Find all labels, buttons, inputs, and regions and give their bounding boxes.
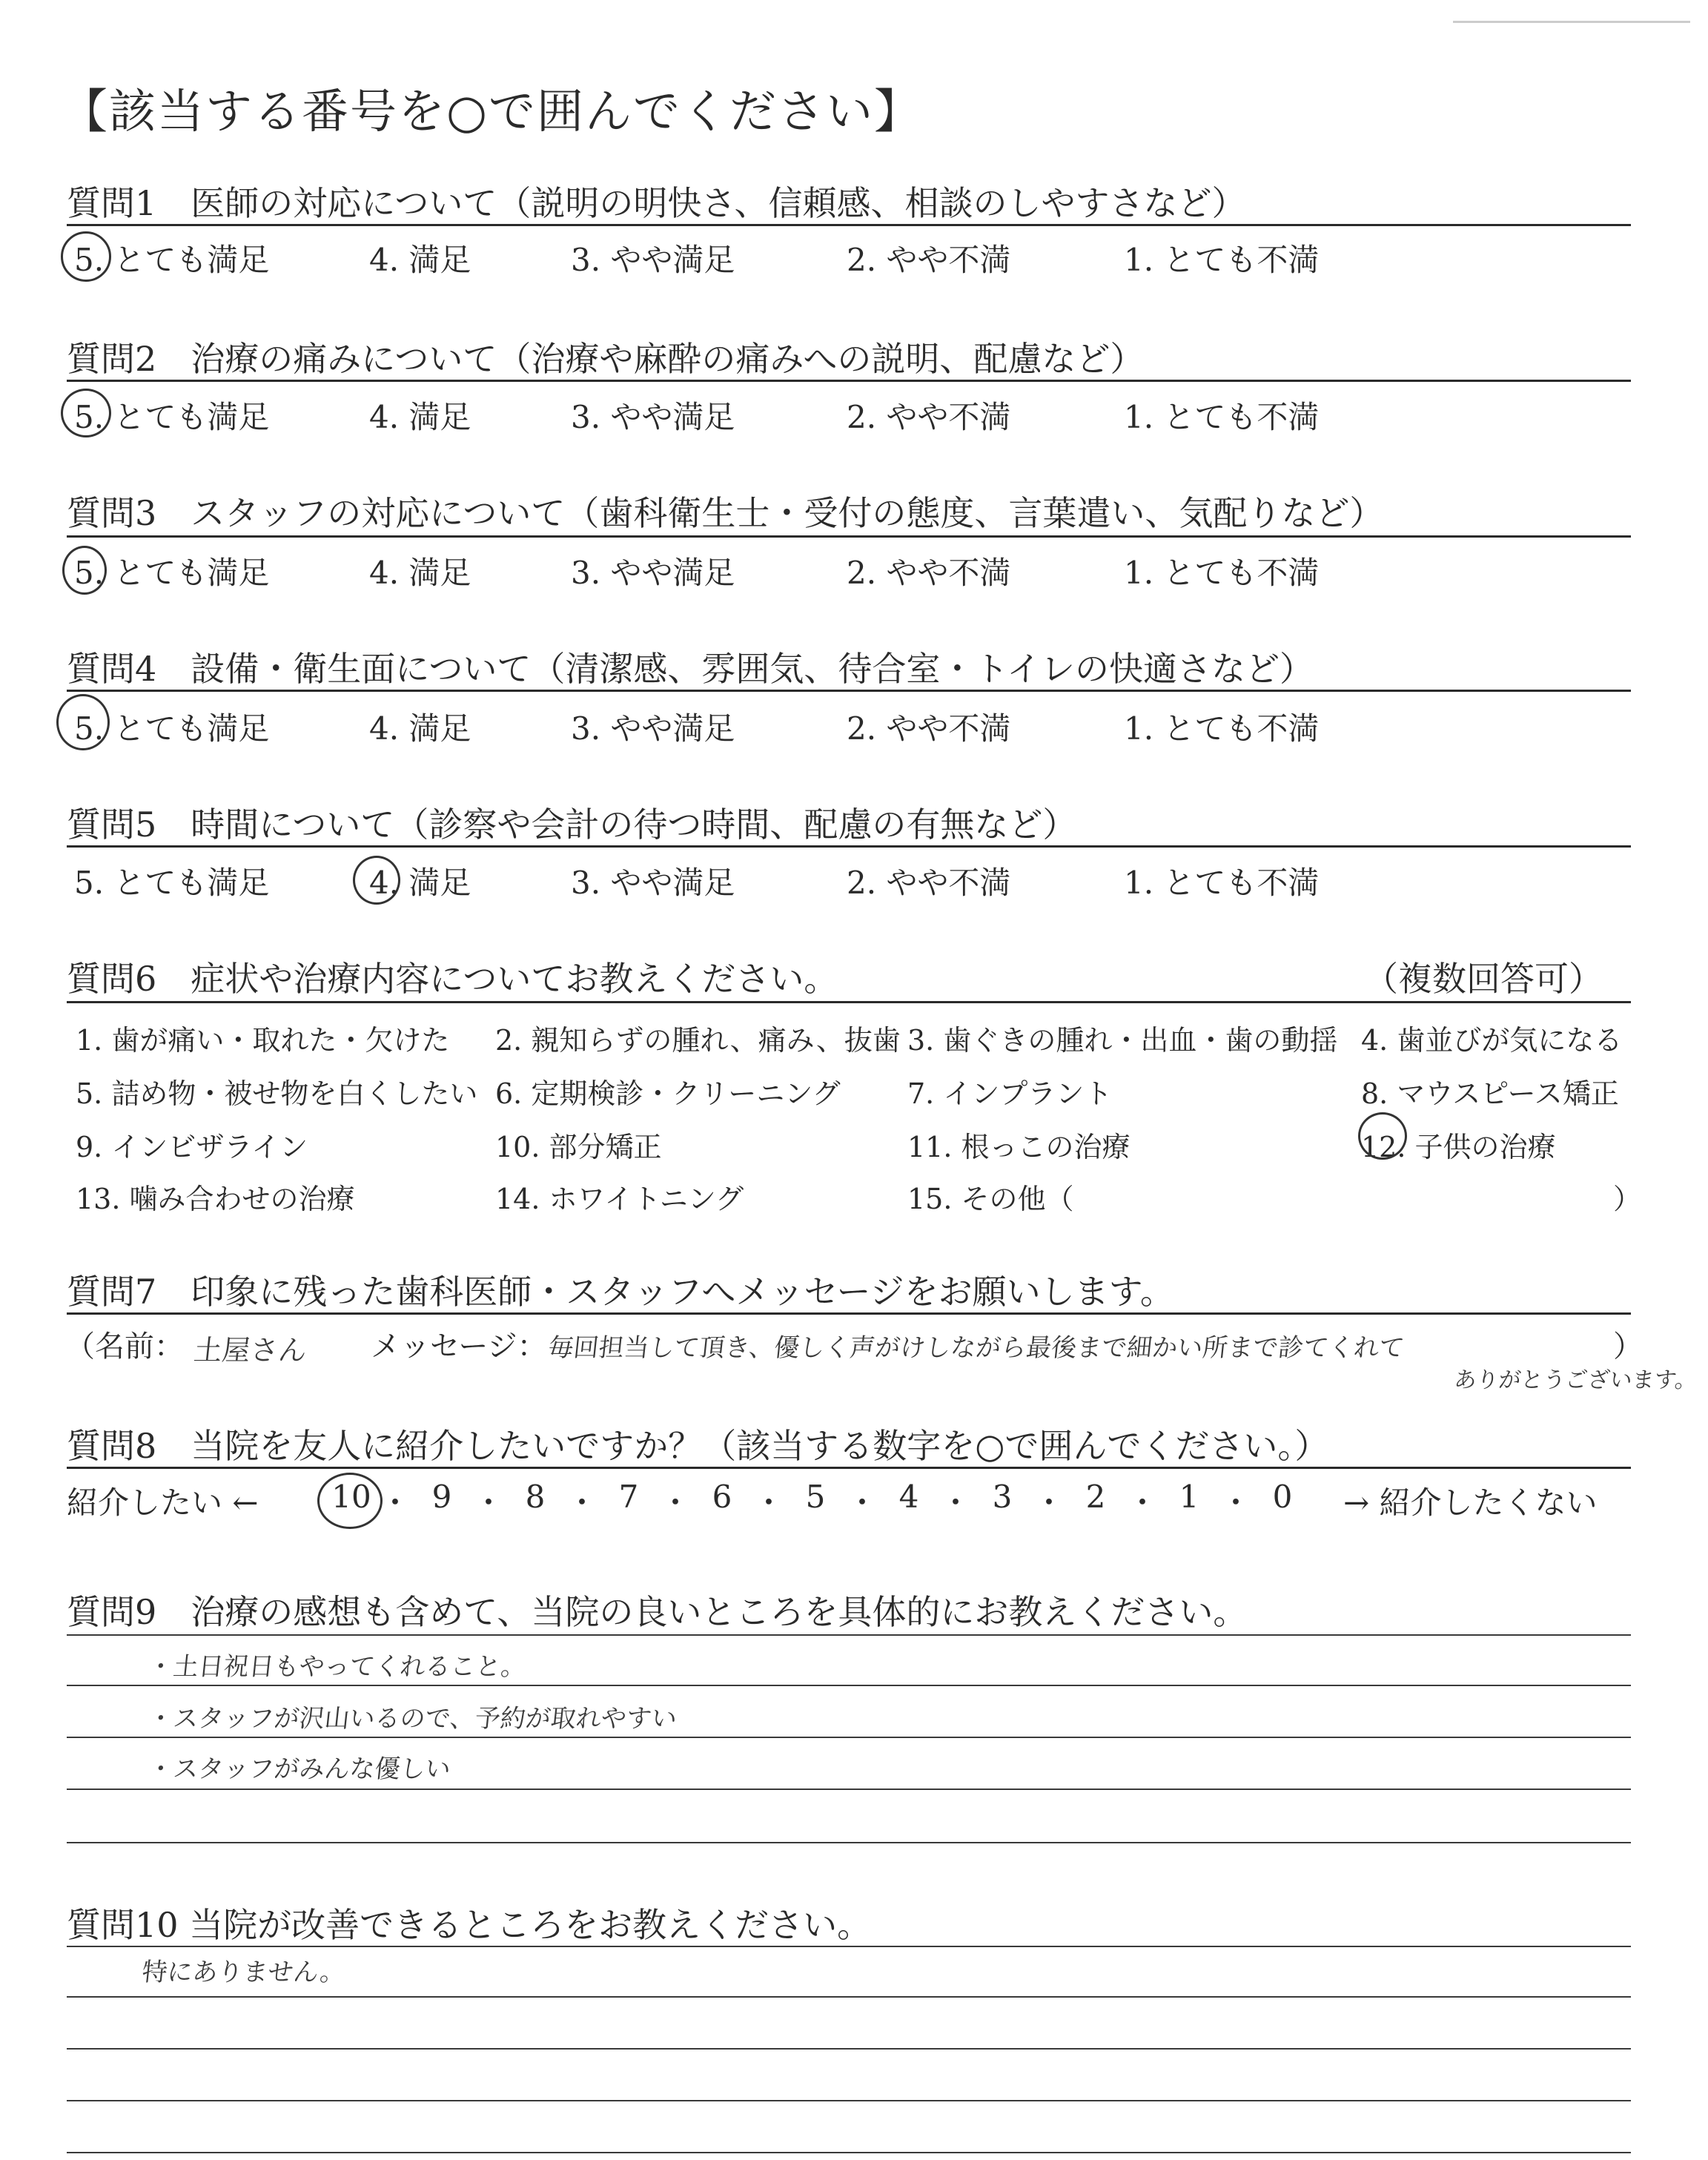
q6-selection-circle bbox=[1358, 1112, 1407, 1160]
q10-line-2 bbox=[67, 1996, 1631, 1998]
q9-heading: 質問9 治療の感想も含めて、当院の良いところを具体的にお教えください。 bbox=[67, 1592, 1248, 1632]
q1-option-2[interactable]: 2. やや不満 bbox=[847, 242, 1011, 278]
q10-answer: 特にありません。 bbox=[140, 1958, 347, 1987]
q7-name-value: 土屋さん bbox=[192, 1334, 308, 1367]
q4-heading: 質問4 設備・衛生面について（清潔感、雰囲気、待合室・トイレの快適さなど） bbox=[67, 649, 1314, 689]
q8-sep: ・ bbox=[659, 1484, 691, 1521]
q6-option-6[interactable]: 6. 定期検診・クリーニング bbox=[495, 1077, 841, 1110]
q3-option-1[interactable]: 1. とても不満 bbox=[1124, 555, 1320, 591]
q6-option-4[interactable]: 4. 歯並びが気になる bbox=[1361, 1024, 1623, 1057]
q3-option-5[interactable]: 5. とても満足 bbox=[74, 555, 270, 591]
q6-option-1[interactable]: 1. 歯が痛い・取れた・欠けた bbox=[76, 1024, 450, 1057]
q6-option-14[interactable]: 14. ホワイトニング bbox=[495, 1183, 744, 1215]
q7-close-paren: ） bbox=[1613, 1330, 1643, 1364]
q4-option-1[interactable]: 1. とても不満 bbox=[1124, 710, 1320, 747]
q2-heading: 質問2 治療の痛みについて（治療や麻酔の痛みへの説明、配慮など） bbox=[67, 339, 1145, 379]
q4-rule bbox=[67, 690, 1631, 692]
q3-rule bbox=[67, 535, 1631, 538]
q6-option-15[interactable]: 15. その他（ bbox=[907, 1183, 1074, 1215]
q8-value-1[interactable]: 1 bbox=[1179, 1479, 1199, 1515]
q1-rule bbox=[67, 224, 1631, 226]
q1-option-3[interactable]: 3. やや満足 bbox=[571, 242, 735, 278]
q6-option-9[interactable]: 9. インビザライン bbox=[76, 1131, 308, 1163]
q10-line-1 bbox=[67, 1946, 1631, 1947]
q9-line-5 bbox=[67, 1842, 1631, 1843]
q8-sep: ・ bbox=[1033, 1484, 1065, 1521]
q9-line-2 bbox=[67, 1685, 1631, 1686]
q8-value-8[interactable]: 8 bbox=[525, 1479, 546, 1515]
q9-line-1 bbox=[67, 1634, 1631, 1636]
q4-option-3[interactable]: 3. やや満足 bbox=[571, 710, 735, 747]
q1-option-4[interactable]: 4. 満足 bbox=[369, 242, 471, 278]
q7-heading: 質問7 印象に残った歯科医師・スタッフへメッセージをお願いします。 bbox=[67, 1272, 1174, 1312]
q8-sep: ・ bbox=[379, 1484, 411, 1521]
q2-option-4[interactable]: 4. 満足 bbox=[369, 399, 471, 435]
q6-option-13[interactable]: 13. 噛み合わせの治療 bbox=[76, 1183, 355, 1215]
q6-heading: 質問6 症状や治療内容についてお教えください。 bbox=[67, 959, 838, 999]
q8-selection-circle bbox=[317, 1473, 383, 1529]
q3-selection-circle bbox=[62, 546, 107, 595]
q8-sep: ・ bbox=[472, 1484, 504, 1521]
q8-scale-values bbox=[330, 1479, 1307, 1523]
q6-multi-note: （複数回答可） bbox=[1364, 959, 1603, 999]
q5-option-1[interactable]: 1. とても不満 bbox=[1124, 865, 1320, 901]
q6-option-7[interactable]: 7. インプラント bbox=[907, 1077, 1113, 1110]
page-title: 【該当する番号を○で囲んでください】 bbox=[61, 85, 922, 139]
q7-message-value: 毎回担当して頂き、優しく声がけしながら最後まで細かい所まで診てくれて bbox=[546, 1333, 1406, 1363]
q2-option-5[interactable]: 5. とても満足 bbox=[74, 399, 270, 435]
q1-heading: 質問1 医師の対応について（説明の明快さ、信頼感、相談のしやすさなど） bbox=[67, 183, 1246, 223]
q8-sep: ・ bbox=[939, 1484, 971, 1521]
q1-selection-circle bbox=[61, 231, 111, 282]
q8-left-label: 紹介したい ← bbox=[67, 1484, 259, 1521]
q5-heading: 質問5 時間について（診察や会計の待つ時間、配慮の有無など） bbox=[67, 805, 1077, 845]
q2-option-1[interactable]: 1. とても不満 bbox=[1124, 399, 1320, 435]
q1-option-5[interactable]: 5. とても満足 bbox=[74, 242, 270, 278]
q3-heading: 質問3 スタッフの対応について（歯科衛生士・受付の態度、言葉遣い、気配りなど） bbox=[67, 493, 1384, 533]
q8-sep: ・ bbox=[846, 1484, 878, 1521]
q4-option-5[interactable]: 5. とても満足 bbox=[74, 710, 270, 747]
q6-option-8[interactable]: 8. マウスピース矯正 bbox=[1361, 1077, 1619, 1110]
q6-option-12[interactable]: 12. 子供の治療 bbox=[1361, 1131, 1556, 1163]
q5-option-5[interactable]: 5. とても満足 bbox=[74, 865, 270, 901]
q8-value-0[interactable]: 0 bbox=[1272, 1479, 1293, 1515]
q8-value-10[interactable]: 10 bbox=[331, 1479, 371, 1515]
scan-edge-line bbox=[1453, 21, 1690, 23]
q7-rule bbox=[67, 1312, 1631, 1315]
q5-option-2[interactable]: 2. やや不満 bbox=[847, 865, 1011, 901]
q8-sep: ・ bbox=[752, 1484, 784, 1521]
q6-option-5[interactable]: 5. 詰め物・被せ物を白くしたい bbox=[76, 1077, 478, 1110]
q6-rule bbox=[67, 1001, 1631, 1003]
q8-value-4[interactable]: 4 bbox=[898, 1479, 919, 1515]
q2-rule bbox=[67, 380, 1631, 382]
q6-option-2[interactable]: 2. 親知らずの腫れ、痛み、抜歯 bbox=[495, 1024, 901, 1057]
q7-message-label: メッセージ： bbox=[371, 1330, 547, 1364]
q4-option-2[interactable]: 2. やや不満 bbox=[847, 710, 1011, 747]
q9-line-3 bbox=[67, 1737, 1631, 1738]
q2-selection-circle bbox=[61, 389, 111, 437]
q1-option-1[interactable]: 1. とても不満 bbox=[1124, 242, 1320, 278]
q8-right-label: → 紹介したくない bbox=[1343, 1484, 1598, 1521]
q3-option-2[interactable]: 2. やや不満 bbox=[847, 555, 1011, 591]
q2-option-3[interactable]: 3. やや満足 bbox=[571, 399, 735, 435]
q8-sep: ・ bbox=[1126, 1484, 1158, 1521]
q6-option-3[interactable]: 3. 歯ぐきの腫れ・出血・歯の動揺 bbox=[907, 1024, 1338, 1057]
q8-value-3[interactable]: 3 bbox=[992, 1479, 1013, 1515]
q8-rule bbox=[67, 1467, 1631, 1469]
q5-rule bbox=[67, 845, 1631, 848]
q9-answer-2: ・スタッフが沢山いるので、予約が取れやすい bbox=[146, 1704, 679, 1734]
q6-option-11[interactable]: 11. 根っこの治療 bbox=[907, 1131, 1131, 1163]
q4-selection-circle bbox=[56, 694, 110, 750]
q3-option-4[interactable]: 4. 満足 bbox=[369, 555, 471, 591]
q5-selection-circle bbox=[353, 856, 400, 905]
q10-line-4 bbox=[67, 2100, 1631, 2101]
q8-value-9[interactable]: 9 bbox=[431, 1479, 452, 1515]
q8-value-5[interactable]: 5 bbox=[805, 1479, 826, 1515]
q2-option-2[interactable]: 2. やや不満 bbox=[847, 399, 1011, 435]
q8-heading: 質問8 当院を友人に紹介したいですか？（該当する数字を○で囲んでください。） bbox=[67, 1426, 1329, 1466]
q5-option-3[interactable]: 3. やや満足 bbox=[571, 865, 735, 901]
q8-value-2[interactable]: 2 bbox=[1085, 1479, 1106, 1515]
q5-option-4[interactable]: 4. 満足 bbox=[369, 865, 471, 901]
q8-value-7[interactable]: 7 bbox=[618, 1479, 639, 1515]
q9-answer-1: ・土日祝日もやってくれること。 bbox=[146, 1652, 528, 1682]
q8-value-6[interactable]: 6 bbox=[712, 1479, 732, 1515]
q6-option-15-close: ） bbox=[1613, 1183, 1642, 1215]
q7-name-label: （名前： bbox=[65, 1330, 184, 1364]
q6-option-10[interactable]: 10. 部分矯正 bbox=[495, 1131, 662, 1163]
q4-option-4[interactable]: 4. 満足 bbox=[369, 710, 471, 747]
q3-option-3[interactable]: 3. やや満足 bbox=[571, 555, 735, 591]
q8-sep: ・ bbox=[1219, 1484, 1251, 1521]
q10-heading: 質問10 当院が改善できるところをお教えください。 bbox=[67, 1905, 872, 1945]
q9-answer-3: ・スタッフがみんな優しい bbox=[146, 1754, 452, 1784]
q7-message-value-2: ありがとうございます。 bbox=[1452, 1367, 1699, 1393]
q9-line-4 bbox=[67, 1789, 1631, 1790]
q10-line-3 bbox=[67, 2048, 1631, 2050]
q8-sep: ・ bbox=[566, 1484, 598, 1521]
q10-line-5 bbox=[67, 2152, 1631, 2153]
